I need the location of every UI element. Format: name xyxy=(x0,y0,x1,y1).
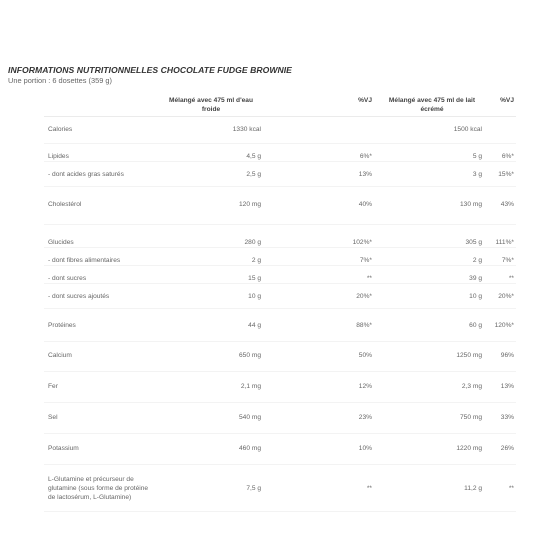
vj-milk: 43% xyxy=(484,187,516,225)
value-water: 460 mg xyxy=(158,434,264,465)
vj-milk: 6%* xyxy=(484,144,516,162)
value-water: 2 g xyxy=(158,248,264,266)
value-water: 7,5 g xyxy=(158,465,264,512)
vj-water: ** xyxy=(264,465,374,512)
table-row xyxy=(44,144,516,162)
nutrient-label: Calories xyxy=(44,117,158,144)
header-mix-milk: Mélangé avec 475 ml de lait écrémé xyxy=(374,92,484,117)
vj-milk: 13% xyxy=(484,372,516,403)
serving-size: Une portion : 6 dosettes (359 g) xyxy=(8,76,112,85)
table-row xyxy=(44,309,516,342)
table-row xyxy=(44,284,516,309)
vj-water: 10% xyxy=(264,434,374,465)
vj-milk: 96% xyxy=(484,342,516,372)
value-water: 2,1 mg xyxy=(158,372,264,403)
value-water: 650 mg xyxy=(158,342,264,372)
header-vj-milk: %VJ xyxy=(484,92,516,117)
table-row xyxy=(44,372,516,403)
value-milk: 130 mg xyxy=(374,187,484,225)
value-milk: 750 mg xyxy=(374,403,484,434)
vj-milk: ** xyxy=(484,465,516,512)
vj-water: 50% xyxy=(264,342,374,372)
vj-milk: 26% xyxy=(484,434,516,465)
value-milk: 60 g xyxy=(374,309,484,342)
value-milk: 5 g xyxy=(374,144,484,162)
header-label xyxy=(44,92,158,117)
nutrient-label: Fer xyxy=(44,372,158,403)
value-water: 15 g xyxy=(158,266,264,284)
table-row xyxy=(44,117,516,144)
nutrient-label: Cholestérol xyxy=(44,187,158,225)
value-milk: 11,2 g xyxy=(374,465,484,512)
table-row xyxy=(44,248,516,266)
page-title: INFORMATIONS NUTRITIONNELLES CHOCOLATE FUDGE BROWNIE xyxy=(8,65,292,75)
vj-water: 13% xyxy=(264,162,374,187)
vj-milk: 15%* xyxy=(484,162,516,187)
value-water: 10 g xyxy=(158,284,264,309)
vj-milk: 33% xyxy=(484,403,516,434)
header-vj-water: %VJ xyxy=(264,92,374,117)
value-water: 4,5 g xyxy=(158,144,264,162)
vj-milk: 120%* xyxy=(484,309,516,342)
nutrient-label: Glucides xyxy=(44,225,158,248)
nutrient-label: Potassium xyxy=(44,434,158,465)
nutrient-label: - dont acides gras saturés xyxy=(44,162,158,187)
vj-milk: 7%* xyxy=(484,248,516,266)
value-milk: 3 g xyxy=(374,162,484,187)
vj-water: 12% xyxy=(264,372,374,403)
value-milk: 1500 kcal xyxy=(374,117,484,144)
nutrient-label: Calcium xyxy=(44,342,158,372)
table-row xyxy=(44,266,516,284)
table-row xyxy=(44,162,516,187)
table-header-row xyxy=(44,92,516,117)
vj-milk xyxy=(484,117,516,144)
table-row xyxy=(44,225,516,248)
value-milk: 10 g xyxy=(374,284,484,309)
vj-water: 40% xyxy=(264,187,374,225)
nutrient-label: Protéines xyxy=(44,309,158,342)
nutrient-label: - dont sucres ajoutés xyxy=(44,284,158,309)
value-water: 280 g xyxy=(158,225,264,248)
vj-water: 6%* xyxy=(264,144,374,162)
table-row xyxy=(44,187,516,225)
nutrient-label: Lipides xyxy=(44,144,158,162)
vj-water: 23% xyxy=(264,403,374,434)
table-row xyxy=(44,403,516,434)
value-milk: 2,3 mg xyxy=(374,372,484,403)
vj-water: ** xyxy=(264,266,374,284)
value-water: 540 mg xyxy=(158,403,264,434)
vj-water: 7%* xyxy=(264,248,374,266)
vj-milk: 111%* xyxy=(484,225,516,248)
value-milk: 305 g xyxy=(374,225,484,248)
nutrient-label: - dont sucres xyxy=(44,266,158,284)
value-water: 44 g xyxy=(158,309,264,342)
vj-milk: 20%* xyxy=(484,284,516,309)
vj-water: 20%* xyxy=(264,284,374,309)
table-row xyxy=(44,342,516,372)
vj-milk: ** xyxy=(484,266,516,284)
value-water: 2,5 g xyxy=(158,162,264,187)
value-water: 120 mg xyxy=(158,187,264,225)
nutrition-table xyxy=(44,92,516,512)
vj-water: 88%* xyxy=(264,309,374,342)
value-milk: 39 g xyxy=(374,266,484,284)
value-milk: 1250 mg xyxy=(374,342,484,372)
value-milk: 2 g xyxy=(374,248,484,266)
nutrient-label: - dont fibres alimentaires xyxy=(44,248,158,266)
vj-water: 102%* xyxy=(264,225,374,248)
table-row xyxy=(44,434,516,465)
vj-water xyxy=(264,117,374,144)
value-milk: 1220 mg xyxy=(374,434,484,465)
header-mix-water: Mélangé avec 475 ml d'eau froide xyxy=(158,92,264,117)
table-row xyxy=(44,465,516,512)
nutrient-label: L-Glutamine et précurseur de glutamine (sous forme de protéine de lactosérum, L-Glutamine) xyxy=(44,465,158,512)
value-water: 1330 kcal xyxy=(158,117,264,144)
nutrient-label: Sel xyxy=(44,403,158,434)
